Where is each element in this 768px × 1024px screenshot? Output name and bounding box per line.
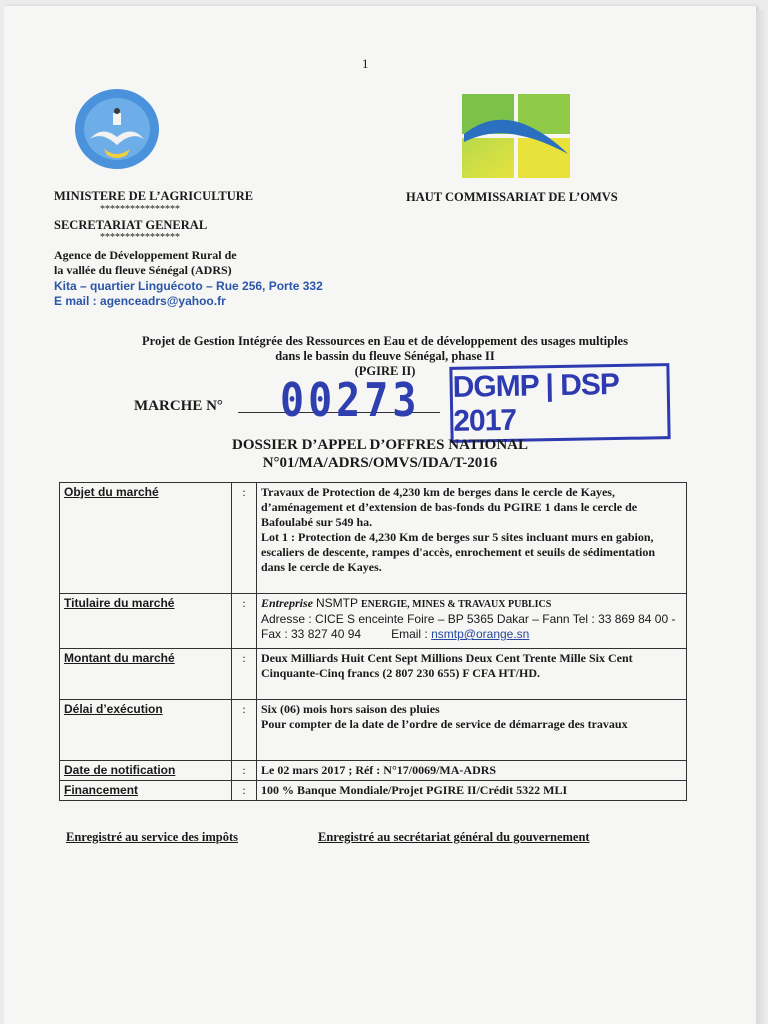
omvs-logo-icon bbox=[462, 94, 570, 178]
mali-seal-icon bbox=[72, 87, 162, 171]
project-line2: dans le bassin du fleuve Sénégal, phase II bbox=[275, 349, 495, 363]
row-sep: : bbox=[232, 594, 257, 649]
table-row bbox=[60, 781, 687, 801]
table-row bbox=[60, 594, 687, 649]
page-number: 1 bbox=[362, 56, 369, 71]
omvs-header: HAUT COMMISSARIAT DE L’OMVS bbox=[406, 190, 618, 204]
enterprise-name: NSMTP bbox=[316, 596, 359, 610]
row-key: Titulaire du marché bbox=[60, 594, 232, 649]
row-sep: : bbox=[232, 483, 257, 594]
enterprise-email-link[interactable]: nsmtp@orange.sn bbox=[431, 627, 530, 641]
enterprise-description: ENERGIE, MINES & TRAVAUX PUBLICS bbox=[361, 599, 552, 610]
row-value: Le 02 mars 2017 ; Réf : N°17/0069/MA-ADRS bbox=[257, 761, 687, 781]
delay-duration: Six (06) mois hors saison des pluies bbox=[261, 702, 440, 716]
row-value bbox=[257, 594, 687, 649]
separator-stars: **************** bbox=[100, 232, 180, 243]
table-row bbox=[60, 700, 687, 761]
row-key: Financement bbox=[60, 781, 232, 801]
enterprise-address: Adresse : CICE S enceinte Foire – BP 5365 Dakar – Fann Tel : 33 869 84 00 - Fax : 33 827 40 94 bbox=[261, 612, 676, 641]
agency-email: E mail : agenceadrs@yahoo.fr bbox=[54, 294, 226, 308]
tax-registration-label: Enregistré au service des impôts bbox=[66, 830, 238, 844]
dao-line2: N°01/MA/ADRS/OMVS/IDA/T-2016 bbox=[262, 455, 498, 471]
agency-line1: Agence de Développement Rural de bbox=[54, 248, 237, 262]
row-sep: : bbox=[232, 700, 257, 761]
lot-description: Lot 1 : Protection de 4,230 Km de berges sur 5 sites incluant murs en gabion, escaliers de descente, rampes d'accès, enrochement et seuils de sédimentation dans le cercle de Kayes. bbox=[261, 530, 656, 574]
dao-line1: DOSSIER D’APPEL D’OFFRES NATIONAL bbox=[231, 437, 528, 453]
row-sep: : bbox=[232, 649, 257, 700]
row-key: Date de notification bbox=[60, 761, 232, 781]
row-key: Objet du marché bbox=[60, 483, 232, 594]
ministry-name: MINISTERE DE L’AGRICULTURE bbox=[54, 189, 254, 203]
delay-start: Pour compter de la date de l’ordre de service de démarrage des travaux bbox=[261, 717, 628, 731]
marche-label: MARCHE N° bbox=[134, 398, 223, 414]
separator-stars: **************** bbox=[100, 203, 180, 215]
row-value bbox=[257, 700, 687, 761]
row-value: Deux Milliards Huit Cent Sept Millions Deux Cent Trente Mille Six Cent Cinquante-Cinq francs (2 807 230 655) F CFA HT/HD. bbox=[257, 649, 687, 700]
government-registration-label: Enregistré au secrétariat général du gouvernement bbox=[318, 830, 590, 844]
row-sep: : bbox=[232, 781, 257, 801]
secretariat-name: SECRETARIAT GENERAL bbox=[54, 217, 208, 232]
email-label: Email : bbox=[391, 627, 428, 641]
project-line1: Projet de Gestion Intégrée des Ressources en Eau et de développement des usages multiples bbox=[142, 334, 628, 348]
page-edge bbox=[756, 10, 768, 1024]
row-key: Montant du marché bbox=[60, 649, 232, 700]
dgmp-stamp: DGMP | DSP 2017 bbox=[449, 363, 670, 443]
left-header bbox=[54, 190, 323, 307]
dao-title bbox=[100, 436, 660, 472]
object-description: Travaux de Protection de 4,230 km de berges dans le cercle de Kayes, d’aménagement et d’extension de bas-fonds du PGIRE 1 dans le cercle de Bafoulabé sur 549 ha. bbox=[261, 485, 638, 529]
project-line3: (PGIRE II) bbox=[354, 364, 416, 378]
table-row bbox=[60, 483, 687, 594]
marche-number-stamp: 00273 bbox=[280, 374, 421, 428]
row-key: Délai d’exécution bbox=[60, 700, 232, 761]
row-value: 100 % Banque Mondiale/Projet PGIRE II/Crédit 5322 MLI bbox=[257, 781, 687, 801]
row-value bbox=[257, 483, 687, 594]
table-row bbox=[60, 761, 687, 781]
table-row bbox=[60, 649, 687, 700]
row-sep: : bbox=[232, 761, 257, 781]
agency-line2: la vallée du fleuve Sénégal (ADRS) bbox=[54, 263, 232, 277]
contract-info-table bbox=[59, 482, 687, 801]
agency-address: Kita – quartier Linguécoto – Rue 256, Porte 332 bbox=[54, 279, 323, 293]
enterprise-label: Entreprise bbox=[261, 596, 314, 610]
